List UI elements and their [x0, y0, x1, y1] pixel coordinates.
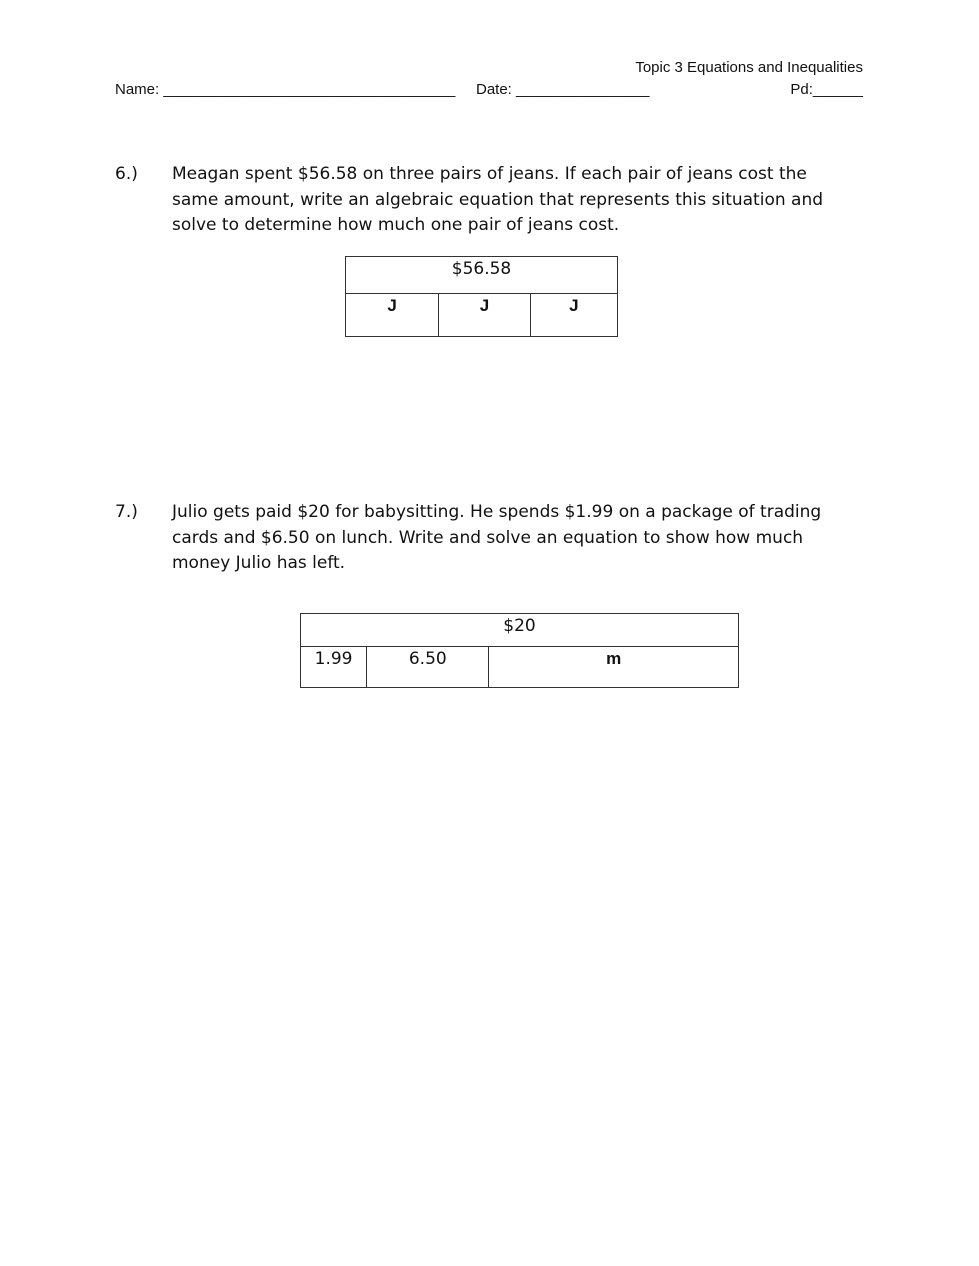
tape-total: $20: [301, 614, 739, 647]
tape-part-variable: m: [489, 647, 739, 688]
tape-diagram-babysitting: [300, 613, 739, 688]
tape-part: J: [439, 294, 530, 337]
problem-text: Meagan spent $56.58 on three pairs of jeans. If each pair of jeans cost the same amount, write an algebraic equation that represents this situation and solve to determine how much one pair of jeans cost.: [172, 164, 824, 235]
student-info-row: [115, 81, 863, 101]
problem-number: 7.): [115, 502, 138, 522]
problem-number: 6.): [115, 164, 138, 184]
period-field[interactable]: Pd:______: [790, 81, 863, 98]
topic-title: Topic 3 Equations and Inequalities: [635, 59, 863, 76]
tape-part: 6.50: [367, 647, 489, 688]
tape-part: J: [530, 294, 617, 337]
tape-part: J: [346, 294, 439, 337]
name-field[interactable]: Name: ___________________________________: [115, 81, 456, 98]
tape-diagram-jeans: [345, 256, 618, 337]
date-field[interactable]: Date: ________________: [476, 81, 650, 98]
tape-total: $56.58: [346, 257, 618, 294]
tape-part: 1.99: [301, 647, 367, 688]
problem-text: Julio gets paid $20 for babysitting. He spends $1.99 on a package of trading cards and $6.50 on lunch. Write and solve an equation to show how much money Julio has left.: [172, 502, 822, 573]
